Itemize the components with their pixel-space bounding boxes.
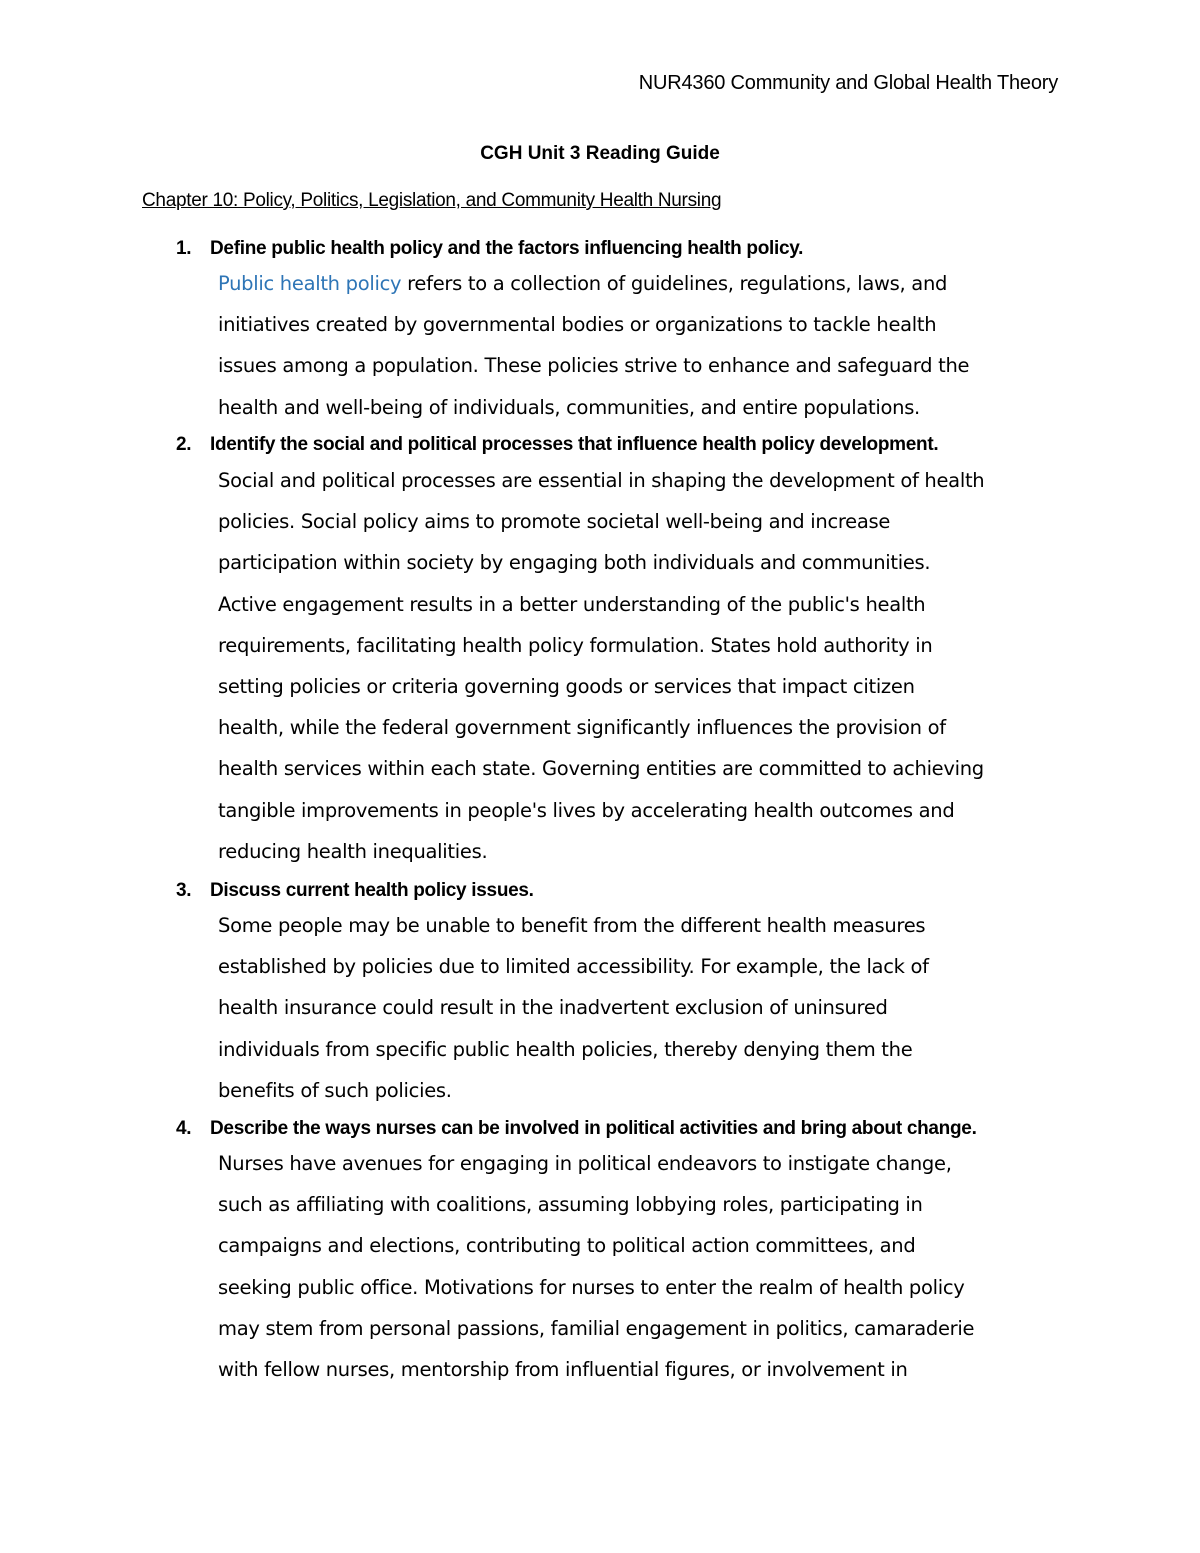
public-health-policy-term: Public health policy [218, 272, 402, 295]
answer-line: policies. Social policy aims to promote societal well-being and increase [218, 510, 891, 534]
answer-line: health insurance could result in the inadvertent exclusion of uninsured [218, 996, 888, 1020]
answer-line: Social and political processes are essential in shaping the development of health [218, 469, 985, 492]
course-header: NUR4360 Community and Global Health Theory [638, 72, 1058, 94]
answer-line: Nurses have avenues for engaging in political endeavors to instigate change, [218, 1152, 952, 1175]
answer-line: participation within society by engaging both individuals and communities. [218, 551, 931, 575]
question-number: 1. [176, 238, 192, 259]
answer-line: individuals from specific public health policies, thereby denying them the [218, 1037, 913, 1061]
answer-line: requirements, facilitating health policy formulation. States hold authority in [218, 633, 933, 657]
answer-line: may stem from personal passions, familial engagement in politics, camaraderie [218, 1316, 975, 1340]
question-4 [142, 1118, 977, 1140]
chapter-heading: Chapter 10: Policy, Politics, Legislation, and Community Health Nursing [142, 190, 722, 211]
answer-line: Public health policy refers to a collection of guidelines, regulations, laws, and [218, 272, 948, 295]
answer-line: Active engagement results in a better understanding of the public's health [218, 592, 926, 616]
document-title: CGH Unit 3 Reading Guide [480, 143, 720, 164]
answer-line: such as affiliating with coalitions, assuming lobbying roles, participating in [218, 1193, 923, 1217]
question-text: Describe the ways nurses can be involved in political activities and bring about change. [210, 1118, 977, 1139]
answer-4 [218, 1143, 1078, 1390]
answer-line: issues among a population. These policies strive to enhance and safeguard the [218, 354, 970, 378]
answer-line: health, while the federal government significantly influences the provision of [218, 716, 946, 740]
answer-line: initiatives created by governmental bodies or organizations to tackle health [218, 313, 937, 337]
answer-line: established by policies due to limited accessibility. For example, the lack of [218, 955, 929, 979]
question-text: Identify the social and political processes that influence health policy development. [210, 434, 939, 455]
answer-line: benefits of such policies. [218, 1078, 452, 1102]
question-text: Define public health policy and the factors influencing health policy. [210, 238, 804, 259]
answer-line: Some people may be unable to benefit from the different health measures [218, 914, 926, 937]
answer-line: seeking public office. Motivations for nurses to enter the realm of health policy [218, 1275, 965, 1299]
answer-2 [218, 460, 1078, 872]
answer-1 [218, 263, 1078, 428]
answer-line: campaigns and elections, contributing to political action committees, and [218, 1234, 916, 1258]
question-number: 2. [176, 434, 192, 455]
question-2 [142, 434, 938, 456]
answer-line: health and well-being of individuals, communities, and entire populations. [218, 395, 920, 419]
answer-line: setting policies or criteria governing goods or services that impact citizen [218, 675, 915, 699]
answer-line: with fellow nurses, mentorship from influential figures, or involvement in [218, 1358, 908, 1382]
answer-line: tangible improvements in people's lives by accelerating health outcomes and [218, 798, 955, 822]
answer-3 [218, 905, 1078, 1111]
answer-line: health services within each state. Governing entities are committed to achieving [218, 757, 984, 781]
question-3 [142, 880, 534, 902]
question-number: 4. [176, 1118, 192, 1139]
question-1 [142, 238, 803, 260]
question-number: 3. [176, 880, 192, 901]
answer-line: reducing health inequalities. [218, 839, 488, 863]
question-text: Discuss current health policy issues. [210, 880, 534, 901]
